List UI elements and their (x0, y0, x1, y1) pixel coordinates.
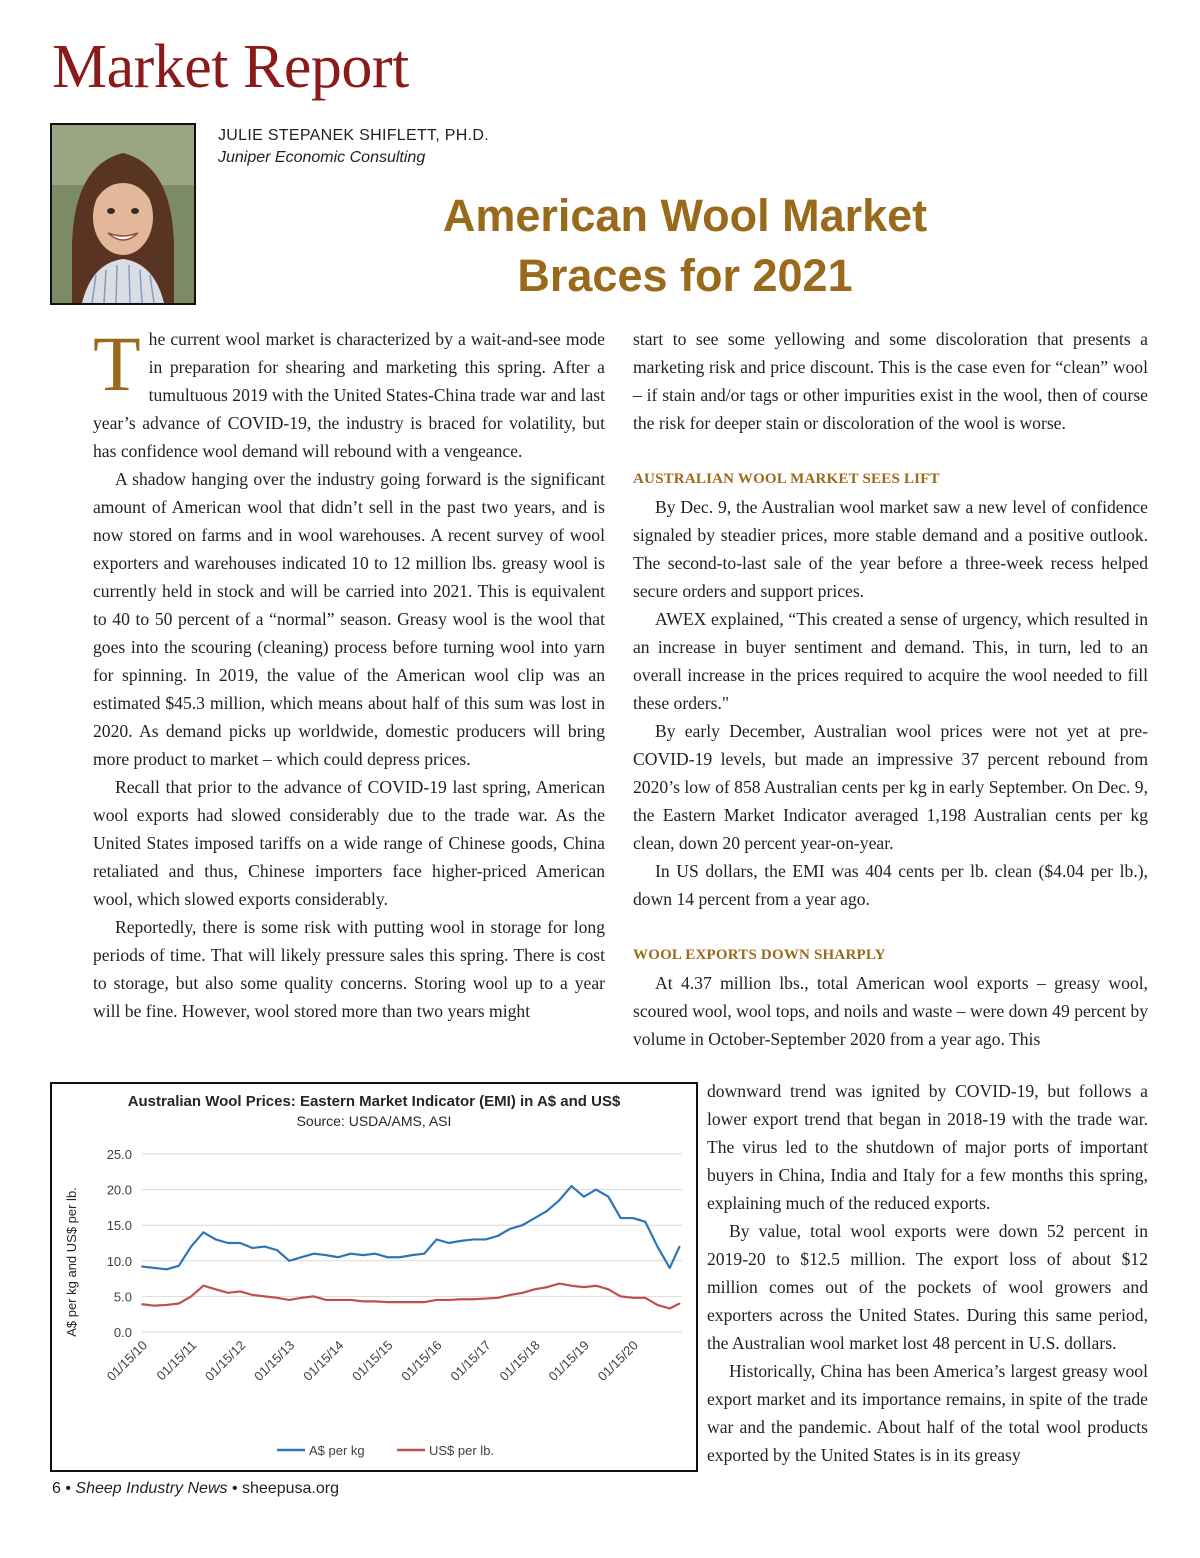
subhead-australian-wool: AUSTRALIAN WOOL MARKET SEES LIFT (633, 471, 940, 487)
author-name: JULIE STEPANEK SHIFLETT, PH.D. (218, 127, 489, 144)
headline-line-1: American Wool Market (442, 190, 928, 241)
data-point (669, 1267, 671, 1269)
data-point (227, 1242, 229, 1244)
subhead-wool-exports: WOOL EXPORTS DOWN SHARPLY (633, 947, 886, 963)
paragraph: By value, total wool exports were down 52 percent in 2019-20 to $12.5 million. The export loss of about $12 million comes out of the pockets of wool growers and exporters across the United States. During this same period, the Australian wool market lost 48 percent in U.S. dollars. (707, 1221, 1148, 1353)
chart-subtitle: Source: USDA/AMS, ASI (296, 1113, 452, 1129)
data-point (239, 1291, 241, 1293)
paragraph-text-part-1: Reportedly, there is some risk with putting wool in storage for long periods of time. That will likely pressure sales this spring. There is cost to storage, but also some quality concerns. Storing wool up to a year will be fine. However, wool stored more than two years might (93, 917, 605, 1021)
data-point (166, 1268, 168, 1270)
x-tick-label: 01/15/14 (300, 1337, 347, 1384)
data-point (472, 1239, 474, 1241)
data-point (657, 1246, 659, 1248)
series-line-aud-per-kg (142, 1186, 680, 1269)
data-point (374, 1300, 376, 1302)
emi-line-chart (52, 1084, 696, 1470)
data-point (374, 1253, 376, 1255)
drop-cap: T (93, 320, 141, 407)
data-point (423, 1253, 425, 1255)
paragraph-continued: start to see some yellowing and some discoloration that presents a marketing risk and price discount. This is the case even for “clean” wool – if stain and/or tags or other impurities exist in the wool, then of course the risk for deeper stain or discoloration of the wool is worse. (633, 329, 1148, 433)
data-point (546, 1210, 548, 1212)
data-point (215, 1288, 217, 1290)
paragraph: By early December, Australian wool prices were not yet at pre-COVID-19 levels, but made an impressive 37 percent rebound from 2020’s low of 858 Australian cents per kg in early September. On Dec. 9, the Eastern Market Indicator averaged 1,198 Australian cents per kg clean, down 20 percent year-on-year. (633, 721, 1148, 853)
data-point (620, 1296, 622, 1298)
data-point (202, 1231, 204, 1233)
article-column-right-lower (707, 1077, 1148, 1469)
data-point (227, 1292, 229, 1294)
data-point (644, 1297, 646, 1299)
data-point (558, 1283, 560, 1285)
data-point (436, 1239, 438, 1241)
paragraph: Recall that prior to the advance of COVID-19 last spring, American wool exports had slowed considerably due to the trade war. As the United States imposed tariffs on a wide range of Chinese goods, China retaliated and thus, Chinese importers face higher-priced American wool, which slowed exports considerably. (93, 777, 605, 909)
paragraph-continued: downward trend was ignited by COVID-19, but follows a lower export trend that began in 2018-19 with the trade war. The virus led to the shutdown of major ports of important buyers in China, India and Italy for a few months this spring, explaining much of the reduced exports. (707, 1081, 1148, 1213)
x-tick-label: 01/15/20 (594, 1337, 642, 1384)
data-point (632, 1217, 634, 1219)
paragraph: Historically, China has been America’s largest greasy wool export market and its importance remains, in spite of the trade war and the pandemic. About half of the total wool products exported by the United States is in its greasy (707, 1361, 1148, 1465)
legend-label: US$ per lb. (429, 1443, 495, 1458)
data-point (679, 1303, 681, 1305)
data-point (509, 1294, 511, 1296)
data-point (337, 1299, 339, 1301)
paragraph (93, 320, 605, 465)
data-point (522, 1292, 524, 1294)
data-point (313, 1253, 315, 1255)
data-point (472, 1298, 474, 1300)
data-point (276, 1297, 278, 1299)
data-point (141, 1303, 143, 1305)
data-point (301, 1297, 303, 1299)
data-point (350, 1299, 352, 1301)
author-affiliation: Juniper Economic Consulting (218, 149, 426, 166)
data-point (215, 1239, 217, 1241)
data-point (313, 1296, 315, 1298)
data-point (301, 1256, 303, 1258)
data-point (166, 1304, 168, 1306)
data-point (411, 1301, 413, 1303)
data-point (141, 1266, 143, 1268)
data-point (657, 1304, 659, 1306)
page-number: 6 (52, 1480, 61, 1497)
chart-figure (50, 1082, 698, 1472)
x-tick-label: 01/15/18 (496, 1337, 543, 1384)
data-point (534, 1217, 536, 1219)
data-point (571, 1285, 573, 1287)
paragraph: AWEX explained, “This created a sense of urgency, which resulted in an increase in buyer sentiment and demand. This, in turn, led to an overall increase in the prices required to acquire the wool needed to fill these orders." (633, 609, 1148, 713)
y-tick-label: 25.0 (106, 1147, 132, 1162)
data-point (153, 1305, 155, 1307)
data-point (460, 1240, 462, 1242)
data-point (485, 1239, 487, 1241)
data-point (288, 1260, 290, 1262)
data-point (190, 1246, 192, 1248)
data-point (350, 1253, 352, 1255)
author-photo (50, 123, 196, 305)
data-point (448, 1242, 450, 1244)
y-tick-label: 20.0 (106, 1182, 132, 1198)
data-point (178, 1265, 180, 1267)
data-point (534, 1288, 536, 1290)
data-point (264, 1246, 266, 1248)
data-point (337, 1256, 339, 1258)
article-column-right (633, 325, 1148, 1053)
y-tick-label: 5.0 (113, 1289, 132, 1305)
y-tick-label: 0.0 (113, 1325, 132, 1340)
section-title: Market Report (52, 33, 409, 101)
data-point (399, 1301, 401, 1303)
data-point (546, 1286, 548, 1288)
x-tick-label: 01/15/16 (398, 1337, 445, 1384)
data-point (558, 1199, 560, 1201)
x-tick-label: 01/15/15 (349, 1337, 396, 1384)
paragraph: A shadow hanging over the industry going forward is the significant amount of American wool that didn’t sell in the past two years, and is now stored on farms and in wool warehouses. A recent survey of wool exporters and warehouses indicated 10 to 12 million lbs. greasy wool is currently held in stock and will be carried into 2021. This is equivalent to 40 to 50 percent of a “normal” season. Greasy wool is the wool that goes into the scouring (cleaning) process before turning wool into yarn for spinning. In 2019, the value of the American wool clip was an estimated $45.3 million, which means about half of this sum was lost in 2020. As demand picks up worldwide, domestic producers will bring more product to market – which could depress prices. (93, 469, 605, 769)
data-point (497, 1235, 499, 1237)
data-point (448, 1299, 450, 1301)
data-point (202, 1285, 204, 1287)
data-point (325, 1299, 327, 1301)
data-point (252, 1247, 254, 1249)
data-point (679, 1246, 681, 1248)
y-tick-label: 15.0 (106, 1218, 132, 1234)
data-point (325, 1254, 327, 1256)
data-point (288, 1299, 290, 1301)
data-point (509, 1228, 511, 1230)
data-point (239, 1242, 241, 1244)
data-point (252, 1294, 254, 1296)
data-point (607, 1288, 609, 1290)
paragraph: By Dec. 9, the Australian wool market saw a new level of confidence signaled by steadier prices, more stable demand and a positive outlook. The second-to-last sale of the year before a three-week recess helped secure orders and support prices. (633, 497, 1148, 601)
data-point (362, 1300, 364, 1302)
data-point (522, 1224, 524, 1226)
x-tick-label: 01/15/13 (251, 1337, 298, 1384)
x-tick-label: 01/15/12 (201, 1337, 249, 1384)
paragraph: At 4.37 million lbs., total American wool exports – greasy wool, scoured wool, wool tops, and noils and waste – were down 49 percent by volume in October-September 2020 from a year ago. This (633, 973, 1148, 1049)
publication-name: Sheep Industry News (75, 1480, 228, 1497)
x-tick-label: 01/15/11 (153, 1337, 200, 1384)
website: sheepusa.org (242, 1480, 339, 1497)
y-tick-label: 10.0 (106, 1253, 132, 1269)
data-point (436, 1299, 438, 1301)
y-axis-label: A$ per kg and US$ per lb. (64, 1187, 79, 1337)
paragraph-text: he current wool market is characterized by a wait-and-see mode in preparation for shearing and marketing this spring. After a tumultuous 2019 with the United States-China trade war and last year’s advance of COVID-19, the industry is braced for volatility, but has confidence wool demand will rebound with a vengeance. (93, 329, 605, 461)
data-point (399, 1256, 401, 1258)
footer-separator: • (65, 1480, 71, 1497)
author-portrait-image (52, 125, 194, 303)
data-point (190, 1296, 192, 1298)
data-point (583, 1286, 585, 1288)
data-point (583, 1196, 585, 1198)
page-footer (52, 1480, 339, 1498)
article-headline (390, 186, 980, 306)
data-point (423, 1301, 425, 1303)
data-point (178, 1303, 180, 1305)
paragraph (93, 913, 605, 1025)
data-point (620, 1217, 622, 1219)
data-point (485, 1298, 487, 1300)
data-point (595, 1285, 597, 1287)
data-point (595, 1189, 597, 1191)
data-point (411, 1254, 413, 1256)
x-tick-label: 01/15/10 (103, 1337, 151, 1384)
article-column-left (93, 320, 605, 1025)
data-point (669, 1308, 671, 1310)
chart-title: Australian Wool Prices: Eastern Market Indicator (EMI) in A$ and US$ (127, 1093, 621, 1110)
data-point (387, 1301, 389, 1303)
data-point (264, 1296, 266, 1298)
x-tick-label: 01/15/19 (545, 1337, 592, 1384)
data-point (632, 1297, 634, 1299)
data-point (276, 1249, 278, 1251)
footer-separator: • (231, 1480, 238, 1497)
data-point (460, 1298, 462, 1300)
paragraph: In US dollars, the EMI was 404 cents per lb. clean ($4.04 per lb.), down 14 percent from a year ago. (633, 861, 1148, 909)
headline-line-2: Braces for 2021 (517, 250, 853, 301)
data-point (153, 1267, 155, 1269)
data-point (497, 1297, 499, 1299)
legend-label: A$ per kg (309, 1443, 365, 1458)
data-point (607, 1196, 609, 1198)
data-point (362, 1254, 364, 1256)
data-point (387, 1256, 389, 1258)
data-point (571, 1185, 573, 1187)
x-tick-label: 01/15/17 (447, 1337, 494, 1384)
data-point (644, 1221, 646, 1223)
